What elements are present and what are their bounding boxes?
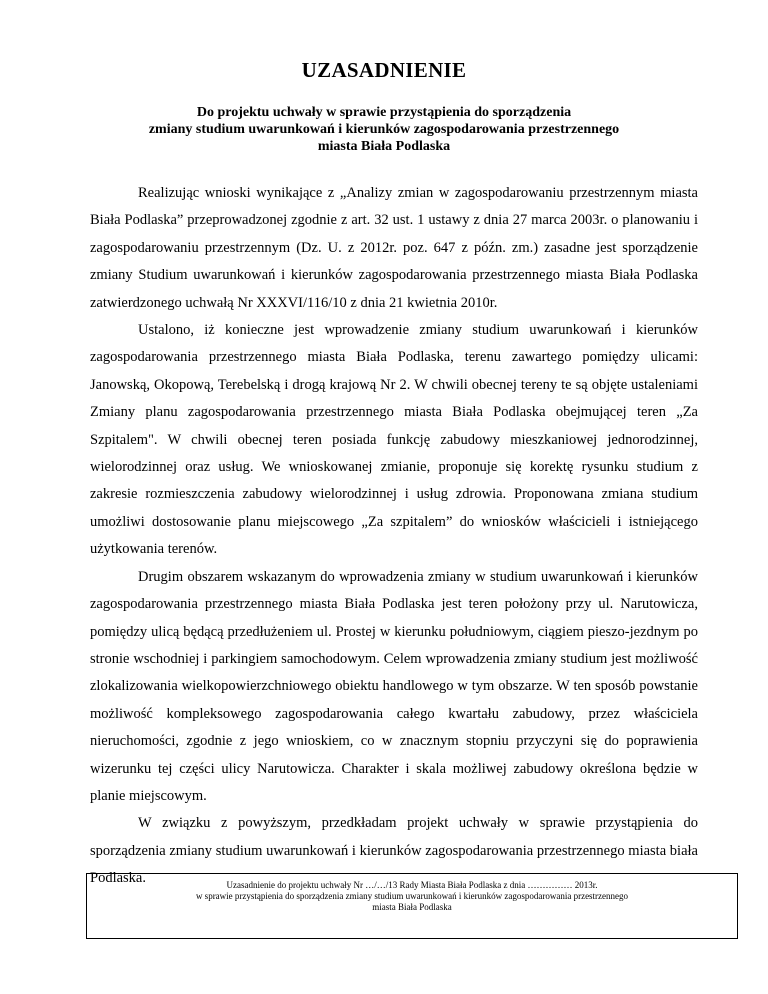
subtitle-line: zmiany studium uwarunkowań i kierunków zagospodarowania przestrzennego (148, 122, 620, 137)
body-paragraph: W związku z powyższym, przedkładam projekt uchwały w sprawie przystąpienia do sporządzenia zmiany studium uwarunkowań i kierunków zagospodarowania przestrzennego miasta biała Podlaska. (90, 815, 698, 887)
footer-line: w sprawie przystąpienia do sporządzenia zmiany studium uwarunkowań i kierunków zagospodarowania przestrzennego (195, 891, 629, 901)
document-subtitle (80, 104, 688, 155)
body-paragraph: Ustalono, iż konieczne jest wprowadzenie zmiany studium uwarunkowań i kierunków zagospodarowania przestrzennego miasta Biała Podlaska, terenu zawartego pomiędzy ulicami: Janowską, Okopową, Terebelską i drogą krajową Nr 2. W chwili obecnej tereny te są objęte ustaleniami Zmiany planu zagospodarowania przestrzennego miasta Biała Podlaska obejmującej teren „Za Szpitalem". W chwili obecnej teren posiada funkcję zabudowy mieszkaniowej jednorodzinnej, wielorodzinnej oraz usług. We wnioskowanej zmianie, proponuje się korektę rysunku studium z zakresie rozmieszczenia zabudowy wielorodzinnej i usług zdrowia. Proponowana zmiana studium umożliwi dostosowanie planu miejscowego „Za szpitalem” do wniosków właścicieli i istniejącego użytkowania terenów. (90, 322, 698, 558)
document-title: UZASADNIENIE (301, 58, 467, 82)
body-paragraph: Realizując wnioski wynikające z „Analizy zmian w zagospodarowaniu przestrzennym miasta Biała Podlaska” przeprowadzonej zgodnie z art. 32 ust. 1 ustawy z dnia 27 marca 2003r. o planowaniu i zagospodarowaniu przestrzennym (Dz. U. z 2012r. poz. 647 z późn. zm.) zasadne jest sporządzenie zmiany Studium uwarunkowań i kierunków zagospodarowania przestrzennego miasta Biała Podlaska zatwierdzonego uchwałą Nr XXXVI/116/10 z dnia 21 kwietnia 2010r. (90, 185, 698, 311)
subtitle-line: Do projektu uchwały w sprawie przystąpienia do sporządzenia (196, 105, 572, 120)
subtitle-line: miasta Biała Podlaska (317, 139, 451, 154)
footer-line: miasta Biała Podlaska (372, 902, 452, 912)
document-body (90, 180, 698, 893)
body-paragraph: Drugim obszarem wskazanym do wprowadzenia zmiany w studium uwarunkowań i kierunków zagospodarowania przestrzennego miasta Biała Podlaska jest teren położony przy ul. Narutowicza, pomiędzy ulicą będącą przedłużeniem ul. Prostej w kierunku południowym, ciągiem pieszo-jezdnym po stronie wschodniej i parkingiem samochodowym. Celem wprowadzenia zmiany studium jest możliwość zlokalizowania wielkopowierzchniowego obiektu handlowego w tym obszarze. W ten sposób powstanie możliwość kompleksowego zagospodarowania całego kwartału zabudowy, przez właściciela nieruchomości, zgodnie z jego wnioskiem, co w znacznym stopniu przyczyni się do poprawienia wizerunku tej części ulicy Narutowicza. Charakter i skala możliwej zabudowy określona będzie w planie miejscowym. (90, 568, 698, 804)
page-footer-box (86, 873, 738, 939)
footer-line: Uzasadnienie do projektu uchwały Nr …/…/13 Rady Miasta Biała Podlaska z dnia …………… 2013r. (226, 880, 598, 890)
